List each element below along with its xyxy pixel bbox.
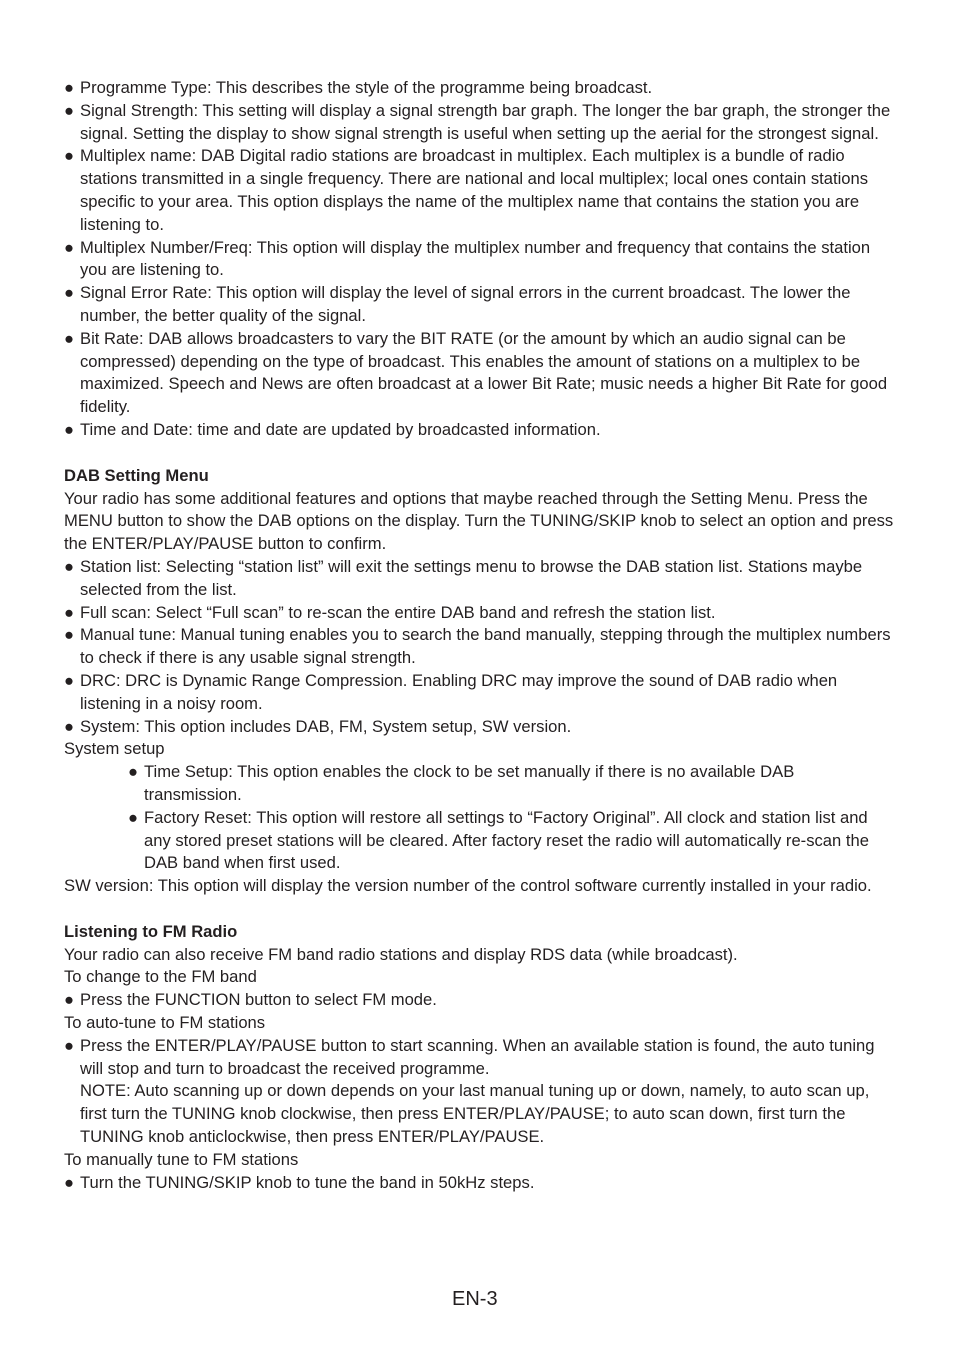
list-item [64, 419, 894, 442]
item-text: Press the ENTER/PLAY/PAUSE button to start scanning. When an available station is found, the auto tuning will stop and turn to broadcast the received programme. [80, 1035, 875, 1078]
page-number: EN-3 [452, 1288, 498, 1310]
fm-intro: Your radio can also receive FM band radio stations and display RDS data (while broadcast). [64, 944, 738, 964]
item-text: Signal Error Rate: This option will display the level of signal errors in the current broadcast. The lower the number, the better quality of the signal. [80, 283, 851, 325]
list-item [64, 1172, 894, 1195]
bullet-icon: ● [64, 670, 75, 690]
list-item [64, 716, 894, 739]
list-item [64, 282, 894, 328]
sw-version-text: SW version: This option will display the version number of the control software currently installed in your radio. [64, 876, 872, 896]
item-text: Turn the TUNING/SKIP knob to tune the band in 50kHz steps. [80, 1172, 535, 1192]
item-text: System: This option includes DAB, FM, System setup, SW version. [80, 716, 572, 736]
bullet-icon: ● [128, 762, 139, 782]
dab-setting-intro: Your radio has some additional features and options that maybe reached through the Setting Menu. Press the MENU button to show the DAB options on the display. Turn the TUNING/SKIP knob to select an option and press the ENTER/PLAY/PAUSE button to confirm. [64, 488, 894, 554]
list-item [128, 807, 894, 875]
item-text: Bit Rate: DAB allows broadcasters to vary the BIT RATE (or the amount by which an audio signal can be compressed) depending on the type of broadcast. This enables the amount of stations on a multiplex to be maximized. Speech and News are often broadcast at a lower Bit Rate; music needs a higher Bit Rate for good fidelity. [80, 328, 888, 417]
bullet-icon: ● [64, 625, 75, 645]
list-item [64, 1035, 894, 1081]
item-text: Factory Reset: This option will restore all settings to “Factory Original”. All clock and station list and any stored preset stations will be cleared. After factory reset the radio will automatically re-scan the DAB band when first used. [144, 807, 869, 873]
list-item [64, 602, 894, 625]
item-text: Time Setup: This option enables the clock to be set manually if there is no available DAB transmission. [144, 762, 795, 804]
list-item [64, 328, 894, 419]
list-item [64, 77, 894, 100]
section-heading-dab-setting: DAB Setting Menu [64, 465, 209, 485]
list-item [64, 624, 894, 670]
bullet-icon: ● [64, 100, 75, 120]
list-item [64, 237, 894, 283]
fm-change-label: To change to the FM band [64, 967, 257, 987]
item-text: Signal Strength: This setting will display a signal strength bar graph. The longer the bar graph, the stronger the signal. Setting the display to show signal strength is useful when setting up the aerial for the strongest signal. [80, 100, 891, 143]
section-heading-fm: Listening to FM Radio [64, 921, 238, 941]
item-text: Time and Date: time and date are updated by broadcasted information. [80, 419, 601, 439]
item-text: DRC: DRC is Dynamic Range Compression. Enabling DRC may improve the sound of DAB radio when listening in a noisy room. [80, 670, 838, 713]
list-item [128, 761, 894, 807]
item-text: Programme Type: This describes the style of the programme being broadcast. [80, 78, 653, 97]
item-text: Manual tune: Manual tuning enables you to search the band manually, stepping through the multiplex numbers to check if there is any usable signal strength. [80, 625, 891, 668]
item-text: Multiplex Number/Freq: This option will display the multiplex number and frequency that contains the station you are listening to. [80, 237, 871, 280]
list-item [64, 100, 894, 146]
bullet-icon: ● [64, 1035, 75, 1055]
list-item [64, 145, 894, 236]
page-content [64, 77, 894, 1194]
bullet-icon: ● [64, 602, 75, 622]
item-text: Multiplex name: DAB Digital radio stations are broadcast in multiplex. Each multiplex is a bundle of radio stations transmitted in a single frequency. There are national and local multiplex; local ones contain stations specific to your area. This option displays the name of the multiplex name that contains the station you are listening to. [80, 146, 869, 234]
bullet-icon: ● [64, 328, 75, 348]
bullet-icon: ● [64, 78, 75, 97]
list-item [64, 556, 894, 602]
spacer [64, 898, 894, 921]
item-text: Press the FUNCTION button to select FM mode. [80, 990, 437, 1010]
spacer [64, 442, 894, 465]
bullet-icon: ● [64, 1172, 75, 1192]
bullet-icon: ● [64, 716, 75, 736]
fm-auto-note: NOTE: Auto scanning up or down depends on your last manual tuning up or down, namely, to auto scan up, first turn the TUNING knob clockwise, then press ENTER/PLAY/PAUSE; to auto scan down, first turn the TUNING knob anticlockwise, then press ENTER/PLAY/PAUSE. [80, 1081, 870, 1147]
bullet-icon: ● [128, 807, 139, 827]
list-item [64, 989, 894, 1012]
fm-manual-label: To manually tune to FM stations [64, 1149, 299, 1169]
item-text: Full scan: Select “Full scan” to re-scan the entire DAB band and refresh the station list. [80, 602, 716, 622]
bullet-icon: ● [64, 237, 75, 257]
bullet-icon: ● [64, 283, 75, 303]
bullet-icon: ● [64, 990, 75, 1010]
bullet-icon: ● [64, 556, 75, 576]
item-text: Station list: Selecting “station list” will exit the settings menu to browse the DAB station list. Stations maybe selected from the list. [80, 556, 863, 599]
bullet-icon: ● [64, 146, 75, 166]
bullet-icon: ● [64, 419, 75, 439]
fm-auto-label: To auto-tune to FM stations [64, 1013, 266, 1033]
system-setup-label: System setup [64, 739, 165, 759]
list-item [64, 670, 894, 716]
